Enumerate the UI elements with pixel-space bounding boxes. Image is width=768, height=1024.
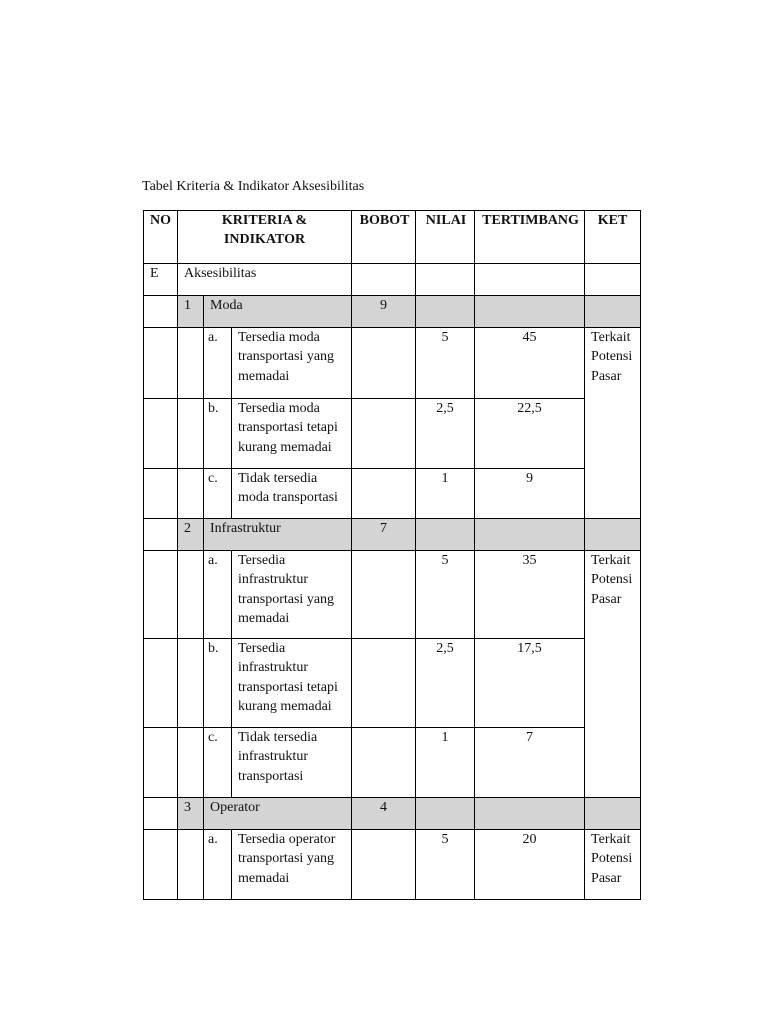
indicator-nilai: 2,5 (416, 399, 475, 469)
indicator-row (144, 639, 641, 728)
indicator-letter: a. (204, 551, 232, 639)
header-kriteria (178, 211, 352, 264)
indicator-description-line: infrastruktur (238, 572, 308, 588)
indicator-empty-num-cell (178, 728, 204, 798)
indicator-row (144, 328, 641, 399)
indicator-empty-no-cell (144, 469, 178, 519)
header-nilai: NILAI (416, 211, 475, 264)
indicator-description (232, 551, 352, 639)
indicator-description-line: Tersedia (238, 553, 286, 568)
indicator-description-line: Tersedia moda (238, 401, 320, 416)
indicator-description-line: infrastruktur (238, 660, 308, 676)
criteria-table (143, 210, 641, 900)
indicator-description-line: transportasi (238, 768, 304, 784)
indicator-description (232, 399, 352, 469)
indicator-description (232, 328, 352, 399)
indicator-description-line: transportasi tetapi (238, 420, 338, 436)
indicator-description-line: Tersedia moda (238, 330, 320, 345)
criteria-empty-no-cell (144, 798, 178, 830)
indicator-description-line: transportasi yang (238, 349, 335, 365)
indicator-description (232, 830, 352, 900)
indicator-empty-num-cell (178, 399, 204, 469)
indicator-nilai: 2,5 (416, 639, 475, 728)
criteria-nilai-cell (416, 296, 475, 328)
criteria-number: 3 (178, 798, 204, 830)
indicator-empty-no-cell (144, 328, 178, 399)
section-bobot-cell (352, 264, 416, 296)
indicator-letter: c. (204, 728, 232, 798)
criteria-name: Infrastruktur (204, 519, 352, 551)
indicator-bobot-cell (352, 469, 416, 519)
indicator-nilai: 5 (416, 830, 475, 900)
criteria-bobot: 4 (352, 798, 416, 830)
indicator-description-line: Tersedia operator (238, 832, 336, 847)
indicator-bobot-cell (352, 551, 416, 639)
criteria-row (144, 296, 641, 328)
indicator-description-line: transportasi yang (238, 851, 335, 867)
indicator-tertimbang: 45 (475, 328, 585, 399)
criteria-ket-cell (585, 519, 641, 551)
indicator-tertimbang: 9 (475, 469, 585, 519)
indicator-bobot-cell (352, 728, 416, 798)
indicator-letter: c. (204, 469, 232, 519)
indicator-empty-no-cell (144, 830, 178, 900)
indicator-description-line: moda transportasi (238, 490, 338, 506)
indicator-empty-no-cell (144, 728, 178, 798)
criteria-tertimbang-cell (475, 519, 585, 551)
ket-line: Potensi (591, 851, 633, 867)
criteria-row (144, 798, 641, 830)
indicator-tertimbang: 7 (475, 728, 585, 798)
criteria-name: Moda (204, 296, 352, 328)
indicator-empty-num-cell (178, 328, 204, 399)
criteria-nilai-cell (416, 519, 475, 551)
criteria-ket-cell (585, 798, 641, 830)
header-bobot: BOBOT (352, 211, 416, 264)
table-caption: Tabel Kriteria & Indikator Aksesibilitas (142, 179, 365, 194)
header-kriteria-line1: KRITERIA & (221, 213, 308, 228)
indicator-bobot-cell (352, 639, 416, 728)
indicator-description (232, 728, 352, 798)
indicator-tertimbang: 22,5 (475, 399, 585, 469)
indicator-description-line: Tidak tersedia (238, 471, 318, 486)
header-row (144, 211, 641, 264)
indicator-ket (585, 830, 641, 900)
indicator-description (232, 469, 352, 519)
indicator-description-line: transportasi tetapi (238, 679, 338, 695)
criteria-tertimbang-cell (475, 798, 585, 830)
indicator-bobot-cell (352, 830, 416, 900)
indicator-bobot-cell (352, 399, 416, 469)
indicator-row (144, 728, 641, 798)
header-kriteria-line2: INDIKATOR (223, 232, 306, 248)
criteria-number: 1 (178, 296, 204, 328)
indicator-bobot-cell (352, 328, 416, 399)
indicator-tertimbang: 17,5 (475, 639, 585, 728)
section-tertimbang-cell (475, 264, 585, 296)
indicator-letter: b. (204, 639, 232, 728)
ket-line: Pasar (591, 591, 622, 607)
ket-line: Pasar (591, 870, 622, 886)
ket-line: Potensi (591, 349, 633, 365)
criteria-bobot: 7 (352, 519, 416, 551)
indicator-description-line: Tersedia (238, 641, 286, 656)
indicator-nilai: 1 (416, 728, 475, 798)
indicator-letter: a. (204, 830, 232, 900)
criteria-empty-no-cell (144, 296, 178, 328)
indicator-description-line: kurang memadai (238, 439, 332, 455)
section-code: E (144, 264, 178, 296)
indicator-tertimbang: 20 (475, 830, 585, 900)
indicator-description-line: memadai (238, 368, 290, 384)
indicator-empty-no-cell (144, 399, 178, 469)
section-nilai-cell (416, 264, 475, 296)
section-row (144, 264, 641, 296)
header-no: NO (144, 211, 178, 264)
indicator-description-line: memadai (238, 870, 290, 886)
indicator-empty-num-cell (178, 551, 204, 639)
criteria-bobot: 9 (352, 296, 416, 328)
indicator-ket (585, 551, 641, 798)
indicator-letter: b. (204, 399, 232, 469)
indicator-tertimbang: 35 (475, 551, 585, 639)
criteria-number: 2 (178, 519, 204, 551)
header-ket: KET (585, 211, 641, 264)
indicator-row (144, 469, 641, 519)
indicator-empty-num-cell (178, 639, 204, 728)
ket-line: Pasar (591, 368, 622, 384)
section-label: Aksesibilitas (178, 264, 352, 296)
indicator-description-line: infrastruktur (238, 749, 308, 765)
indicator-description (232, 639, 352, 728)
indicator-empty-no-cell (144, 639, 178, 728)
criteria-nilai-cell (416, 798, 475, 830)
criteria-tertimbang-cell (475, 296, 585, 328)
indicator-nilai: 5 (416, 551, 475, 639)
ket-line: Terkait (591, 330, 631, 345)
indicator-empty-num-cell (178, 469, 204, 519)
indicator-row (144, 399, 641, 469)
indicator-letter: a. (204, 328, 232, 399)
ket-line: Terkait (591, 553, 631, 568)
criteria-name: Operator (204, 798, 352, 830)
indicator-row (144, 551, 641, 639)
header-tertimbang: TERTIMBANG (475, 211, 585, 264)
indicator-description-line: transportasi yang (238, 591, 335, 607)
indicator-ket (585, 328, 641, 519)
ket-line: Potensi (591, 572, 633, 588)
ket-line: Terkait (591, 832, 631, 847)
indicator-empty-no-cell (144, 551, 178, 639)
criteria-empty-no-cell (144, 519, 178, 551)
indicator-description-line: kurang memadai (238, 698, 332, 714)
indicator-nilai: 5 (416, 328, 475, 399)
indicator-row (144, 830, 641, 900)
criteria-row (144, 519, 641, 551)
indicator-description-line: Tidak tersedia (238, 730, 318, 745)
indicator-nilai: 1 (416, 469, 475, 519)
indicator-empty-num-cell (178, 830, 204, 900)
section-ket-cell (585, 264, 641, 296)
criteria-ket-cell (585, 296, 641, 328)
indicator-description-line: memadai (238, 610, 290, 626)
